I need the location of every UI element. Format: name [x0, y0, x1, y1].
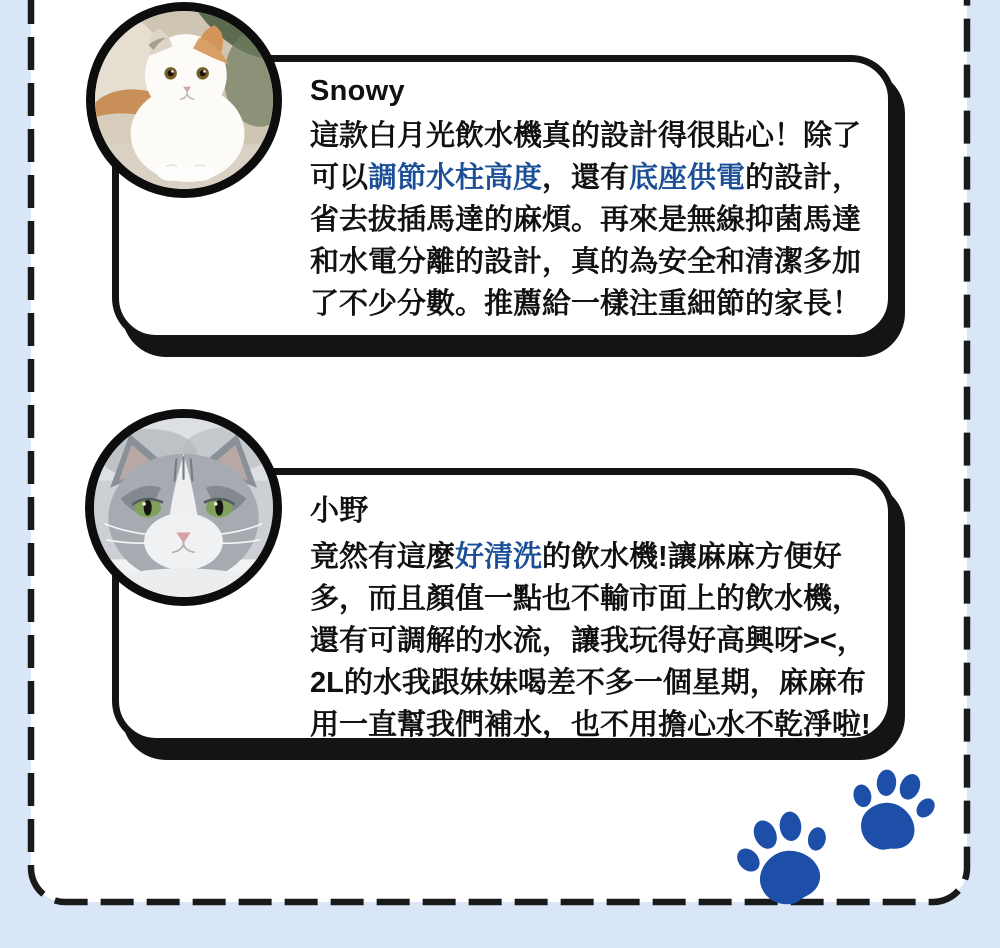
- review-text: 竟然有這麼好清洗的飲水機!讓麻麻方便好 多，而且顏值一點也不輸市面上的飲水機， 還有可調解的水流，讓我玩得好高興呀><， 2L的水我跟妹妹喝差不多一個星期，麻麻布 用一直幫我們補水，也不用擔心水不乾淨啦!: [310, 541, 871, 741]
- avatar-snowy: [86, 2, 282, 198]
- cat-photo-snowy: [95, 11, 273, 189]
- review-text: 這款白月光飲水機真的設計得很貼心！除了 可以調節水柱高度，還有底座供電的設計， 省去拔插馬達的麻煩。再來是無線抑菌馬達 和水電分離的設計，真的為安全和清潔多加 了不少分數。推薦給一樣注重細節的家長！: [310, 120, 862, 320]
- avatar-xiaoye: [85, 409, 282, 606]
- cat-photo-xiaoye: [94, 418, 273, 597]
- reviewer-name: 小野: [310, 495, 369, 527]
- reviewer-name: Snowy: [310, 75, 405, 107]
